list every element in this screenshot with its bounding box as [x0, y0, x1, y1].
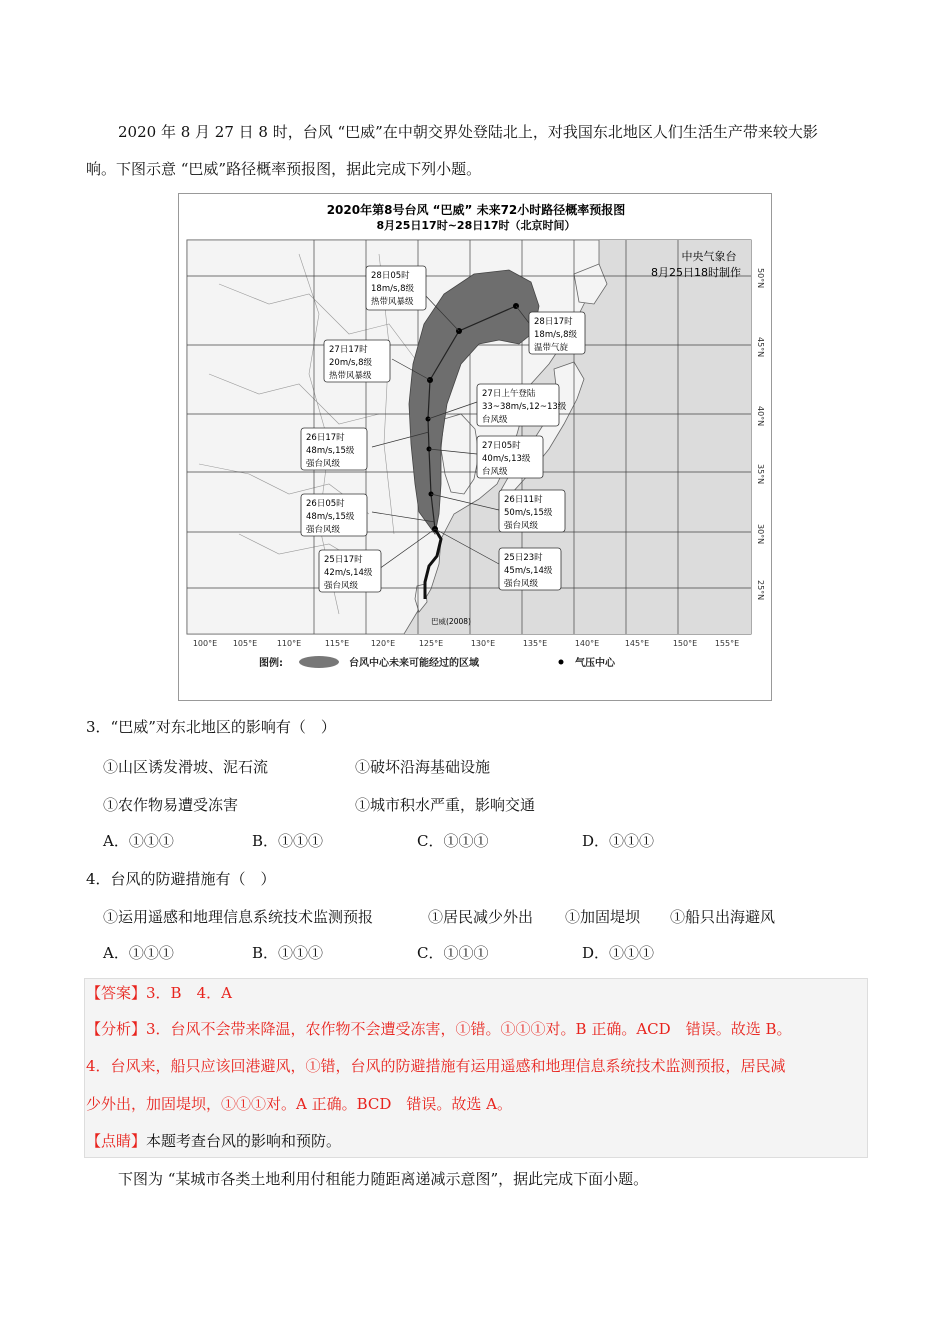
- q3-item-2: ①破坏沿海基础设施: [355, 758, 491, 776]
- q4-item-2: ①居民减少外出: [428, 908, 534, 926]
- legend: [259, 656, 616, 669]
- callout-25-17: [319, 550, 381, 592]
- legend-area-swatch: [299, 656, 339, 668]
- q4-option-b[interactable]: B．①①①: [252, 944, 324, 962]
- q3-option-d[interactable]: D．①①①: [582, 832, 655, 850]
- issued-label: 8月25日18时制作: [651, 266, 741, 279]
- callout-26-11-l2: 50m/s,15级: [504, 508, 553, 518]
- analysis-text-1: 3．台风不会带来降温，农作物不会遭受冻害，①错。①①①对。B 正确。ACD 错误。故选 B。: [146, 1020, 792, 1038]
- callout-26-11-l3: 强台风级: [504, 521, 539, 531]
- q4-item-4: ①船只出海避风: [670, 908, 776, 926]
- lon-135: 135°E: [522, 639, 548, 648]
- legend-area-label: 台风中心未来可能经过的区域: [349, 658, 479, 669]
- lat-30: 30°N: [756, 524, 765, 545]
- callout-27-05-l2: 40m/s,13级: [482, 454, 531, 464]
- callout-25-23: [499, 548, 561, 590]
- callout-28-05-l3: 热带风暴级: [371, 297, 414, 307]
- q3-stem: 3．“巴威”对东北地区的影响有（ ）: [86, 718, 336, 736]
- lat-35: 35°N: [756, 464, 765, 485]
- lat-40: 40°N: [756, 406, 765, 427]
- callout-27-am-l3: 台风级: [482, 415, 508, 425]
- q3-option-a[interactable]: A．①①①: [103, 832, 174, 850]
- callout-26-17-l1: 26日17时: [306, 433, 345, 443]
- lon-105: 105°E: [232, 639, 258, 648]
- lon-110: 110°E: [276, 639, 302, 648]
- callout-28-05-l1: 28日05时: [371, 271, 410, 281]
- analysis-line-1: [86, 1018, 791, 1040]
- callout-26-05-l1: 26日05时: [306, 499, 345, 509]
- callout-26-17: [301, 428, 367, 470]
- callout-27-17-l2: 20m/s,8级: [329, 358, 372, 368]
- callout-27-17: [324, 340, 390, 382]
- intro-line-1: 2020 年 8 月 27 日 8 时，台风 “巴威”在中朝交界处登陆北上，对我国东北地区人们生活生产带来较大影: [118, 123, 818, 141]
- q4-option-c[interactable]: C．①①①: [417, 944, 489, 962]
- callout-25-17-l3: 强台风级: [324, 581, 359, 591]
- callout-27-05: [477, 436, 543, 478]
- lon-115: 115°E: [324, 639, 350, 648]
- q4-option-a[interactable]: A．①①①: [103, 944, 174, 962]
- outro-line: 下图为 “某城市各类土地利用付租能力随距离递减示意图”，据此完成下面小题。: [118, 1170, 649, 1188]
- q3-option-b[interactable]: B．①①①: [252, 832, 324, 850]
- callout-26-17-l2: 48m/s,15级: [306, 446, 355, 456]
- lon-140: 140°E: [574, 639, 600, 648]
- callout-28-17-l3: 温带气旋: [534, 343, 569, 353]
- callout-28-05: [366, 266, 426, 310]
- legend-point-label: 气压中心: [575, 658, 615, 669]
- answer-tag: 【答案】: [86, 984, 147, 1002]
- legend-prefix: 图例:: [259, 658, 283, 669]
- lat-25: 25°N: [756, 580, 765, 601]
- callout-26-11: [499, 490, 565, 532]
- callout-26-05-l3: 强台风级: [306, 525, 341, 535]
- answer-text: 3．B 4．A: [146, 984, 232, 1002]
- callout-27-05-l1: 27日05时: [482, 441, 521, 451]
- lat-50: 50°N: [756, 268, 765, 289]
- callout-28-17-l1: 28日17时: [534, 317, 573, 327]
- lon-130: 130°E: [470, 639, 496, 648]
- callout-28-17: [529, 312, 585, 354]
- q3-item-3: ①农作物易遭受冻害: [103, 796, 239, 814]
- callout-26-11-l1: 26日11时: [504, 495, 543, 505]
- typhoon-forecast-map: [178, 193, 772, 701]
- callout-25-23-l2: 45m/s,14级: [504, 566, 553, 576]
- callout-25-17-l2: 42m/s,14级: [324, 568, 373, 578]
- analysis-line-2: 4．台风来，船只应该回港避风，①错，台风的防避措施有运用遥感和地理信息系统技术监测预报，居民减: [86, 1057, 786, 1075]
- comment-tag: 【点睛】: [86, 1132, 147, 1150]
- callout-27-17-l1: 27日17时: [329, 345, 368, 355]
- agency-label: 中央气象台: [681, 250, 737, 263]
- comment-text: 本题考查台风的影响和预防。: [146, 1132, 342, 1150]
- intro-line-2: 响。下图示意 “巴威”路径概率预报图，据此完成下列小题。: [86, 160, 482, 178]
- callout-26-05-l2: 48m/s,15级: [306, 512, 355, 522]
- lat-45: 45°N: [756, 337, 765, 358]
- callout-27-17-l3: 热带风暴级: [329, 371, 372, 381]
- lon-labels: [193, 639, 739, 648]
- callout-27-05-l3: 台风级: [482, 467, 508, 477]
- map-svg: [179, 194, 773, 702]
- lon-125: 125°E: [418, 639, 444, 648]
- callout-27-am: [477, 384, 567, 426]
- callout-28-17-l2: 18m/s,8级: [534, 330, 577, 340]
- callout-25-23-l1: 25日23时: [504, 553, 543, 563]
- q4-item-1: ①运用遥感和地理信息系统技术监测预报: [103, 908, 374, 926]
- comment-line: [86, 1130, 341, 1152]
- callout-27-am-l1: 27日上午登陆: [482, 389, 536, 399]
- storm-name-label: 巴威(2008): [431, 617, 471, 626]
- q4-item-3: ①加固堤坝: [565, 908, 641, 926]
- q4-stem: 4．台风的防避措施有（ ）: [86, 870, 276, 888]
- lon-100: 100°E: [192, 639, 218, 648]
- analysis-line-3: 少外出，加固堤坝，①①①对。A 正确。BCD 错误。故选 A。: [86, 1095, 513, 1113]
- callout-26-05: [301, 494, 367, 536]
- legend-point-swatch: [559, 660, 564, 665]
- callout-27-am-l2: 33~38m/s,12~13级: [482, 402, 567, 412]
- callout-28-05-l2: 18m/s,8级: [371, 284, 414, 294]
- q4-option-d[interactable]: D．①①①: [582, 944, 655, 962]
- q3-item-4: ①城市积水严重，影响交通: [355, 796, 536, 814]
- map-title-2: 8月25日17时~28日17时（北京时间）: [376, 219, 576, 232]
- callout-26-17-l3: 强台风级: [306, 459, 341, 469]
- answer-line: [86, 982, 232, 1004]
- q3-item-1: ①山区诱发滑坡、泥石流: [103, 758, 269, 776]
- lon-150: 150°E: [672, 639, 698, 648]
- q3-option-c[interactable]: C．①①①: [417, 832, 489, 850]
- analysis-tag: 【分析】: [86, 1020, 147, 1038]
- callout-25-23-l3: 强台风级: [504, 579, 539, 589]
- lon-120: 120°E: [370, 639, 396, 648]
- callout-25-17-l1: 25日17时: [324, 555, 363, 565]
- lon-145: 145°E: [624, 639, 650, 648]
- lat-labels: [756, 268, 765, 600]
- map-title-1: 2020年第8号台风 “巴威” 未来72小时路径概率预报图: [326, 203, 626, 217]
- lon-155: 155°E: [714, 639, 740, 648]
